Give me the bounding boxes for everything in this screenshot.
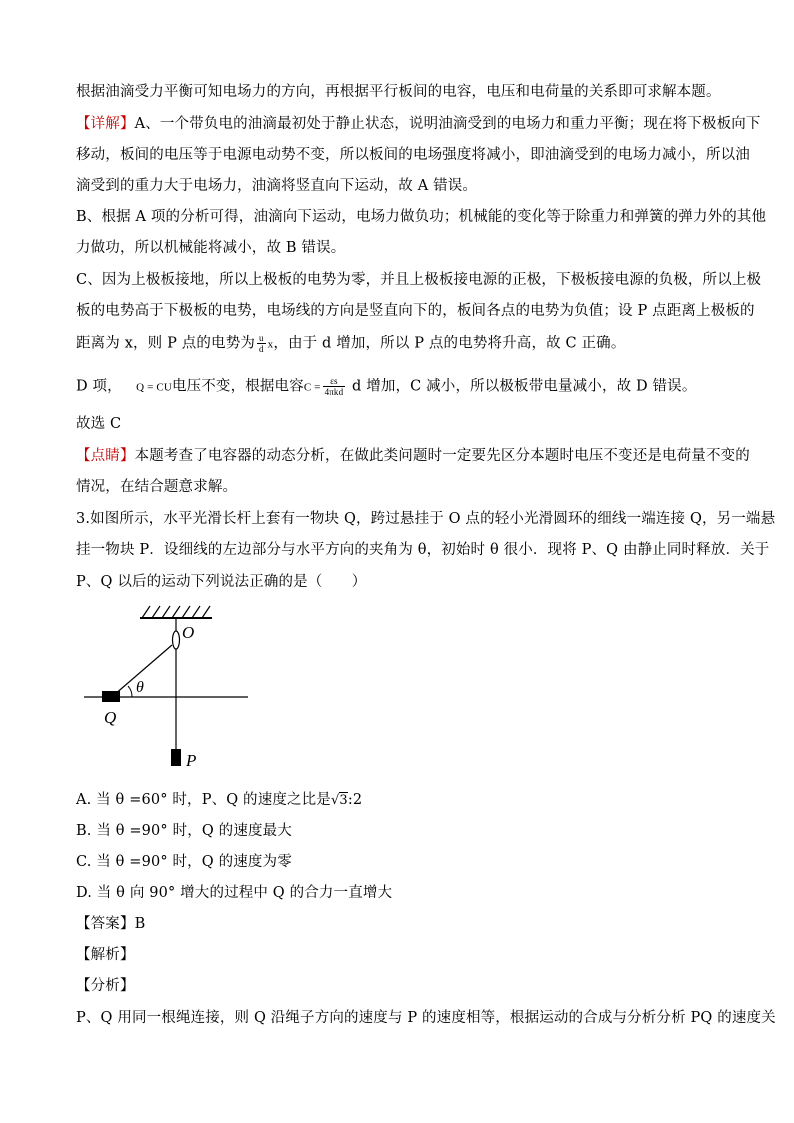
label-theta: θ [136,679,144,696]
label-P: P [186,751,197,770]
equation-q-cu: Q = CU [136,381,172,394]
ring-O [173,631,180,649]
analysis-text: P、Q 用同一根绳连接，则 Q 沿绳子方向的速度与 P 的速度相等，根据运动的合成与分析分析 PQ 的速度关 [76,1010,776,1026]
text-line-10 [76,376,722,398]
sqrt-expression: √3 [330,793,348,808]
equation-c-eq: C = [303,381,321,394]
block-Q [102,691,120,702]
fraction-capacitance [323,376,346,397]
label-O: O [182,623,195,642]
text-line-10a: D 项， [76,378,122,395]
tag-detail: 【详解】 [76,116,135,132]
option-d: D. 当 θ 向 90° 增大的过程中 Q 的合力一直增大 [76,885,393,901]
tag-comment: 【点睛】 [76,448,135,464]
option-c: C. 当 θ =90° 时，Q 的速度为零 [76,854,292,870]
text-line-13: 情况，在结合题意求解。 [76,479,238,495]
option-a-ratio: :2 [347,792,363,808]
fraction-denominator: 4πkd [324,387,344,397]
variable-x: x [267,338,274,351]
fraction-numerator: u [259,333,264,343]
text-line-2-body: A、一个带负电的油滴最初处于静止状态，说明油滴受到的电场力和重力平衡；现在将下极板向下 [134,116,761,132]
question-3-line-3: P、Q 以后的运动下列说法正确的是（ ） [76,574,367,590]
option-a [76,790,722,811]
option-b: B. 当 θ =90° 时，Q 的速度最大 [76,823,292,839]
text-line-12-body: 本题考查了电容器的动态分析，在做此类问题时一定要先区分本题时电压不变还是电荷量不变的 [134,448,750,464]
question-3-line-2: 挂一物块 P．设细线的左边部分与水平方向的夹角为 θ，初始时 θ 很小．现将 P、Q 由静止同时释放．关于 [76,542,770,558]
fraction-u-over-d [257,333,266,354]
label-Q: Q [104,708,117,727]
option-a-text: A. 当 θ =60° 时，P、Q 的速度之比是 [76,792,331,808]
sqrt-radicand: 3 [339,793,348,808]
answer-line: 【答案】B [76,916,146,932]
text-line-3: 移动，板间的电压等于电源电动势不变，所以板间的电场强度将减小，即油滴受到的电场力减小，所以油 [76,147,750,163]
block-P [171,749,181,766]
text-line-12 [76,446,750,466]
fraction-numerator: εs [323,376,346,387]
text-line-9a: 距离为 x，则 P 点的电势为 [76,335,256,352]
text-line-10c: d 增加，C 减小，所以极板带电量减小，故 D 错误。 [352,378,697,395]
text-line-1: 根据油滴受力平衡可知电场力的方向，再根据平行板间的电容，电压和电荷量的关系即可求解本题。 [76,84,721,100]
text-line-11: 故选 C [76,416,122,432]
analysis-subheading: 【分析】 [76,978,135,994]
ceiling-hatching [142,606,210,618]
fraction-denominator: d [259,344,264,354]
question-3-line-1: 3.如图所示，水平光滑长杆上套有一物块 Q，跨过悬挂于 O 点的轻小光滑圆环的细线一端连接 Q，另一端悬 [76,511,776,527]
text-line-7: C、因为上极板接地，所以上极板的电势为零，并且上极板接电源的正极，下极板接电源的负极，所以上极 [76,272,762,288]
text-line-5: B、根据 A 项的分析可得，油滴向下运动，电场力做负功；机械能的变化等于除重力和弹簧的弹力外的其他 [76,209,767,225]
analysis-heading: 【解析】 [76,947,135,963]
text-line-9 [76,333,722,355]
text-line-6: 力做功，所以机械能将减小，故 B 错误。 [76,240,346,256]
text-line-9b: ，由于 d 增加，所以 P 点的电势将升高，故 C 正确。 [273,335,626,352]
angle-arc [128,686,132,697]
physics-figure [80,598,260,774]
text-line-4: 滴受到的重力大于电场力，油滴将竖直向下运动，故 A 错误。 [76,178,478,194]
text-line-10b: 电压不变，根据电容 [171,378,304,395]
text-line-8: 板的电势高于下极板的电势，电场线的方向是竖直向下的，板间各点的电势为负值；设 P 点距离上极板的 [76,303,755,319]
text-line-2 [76,114,761,134]
